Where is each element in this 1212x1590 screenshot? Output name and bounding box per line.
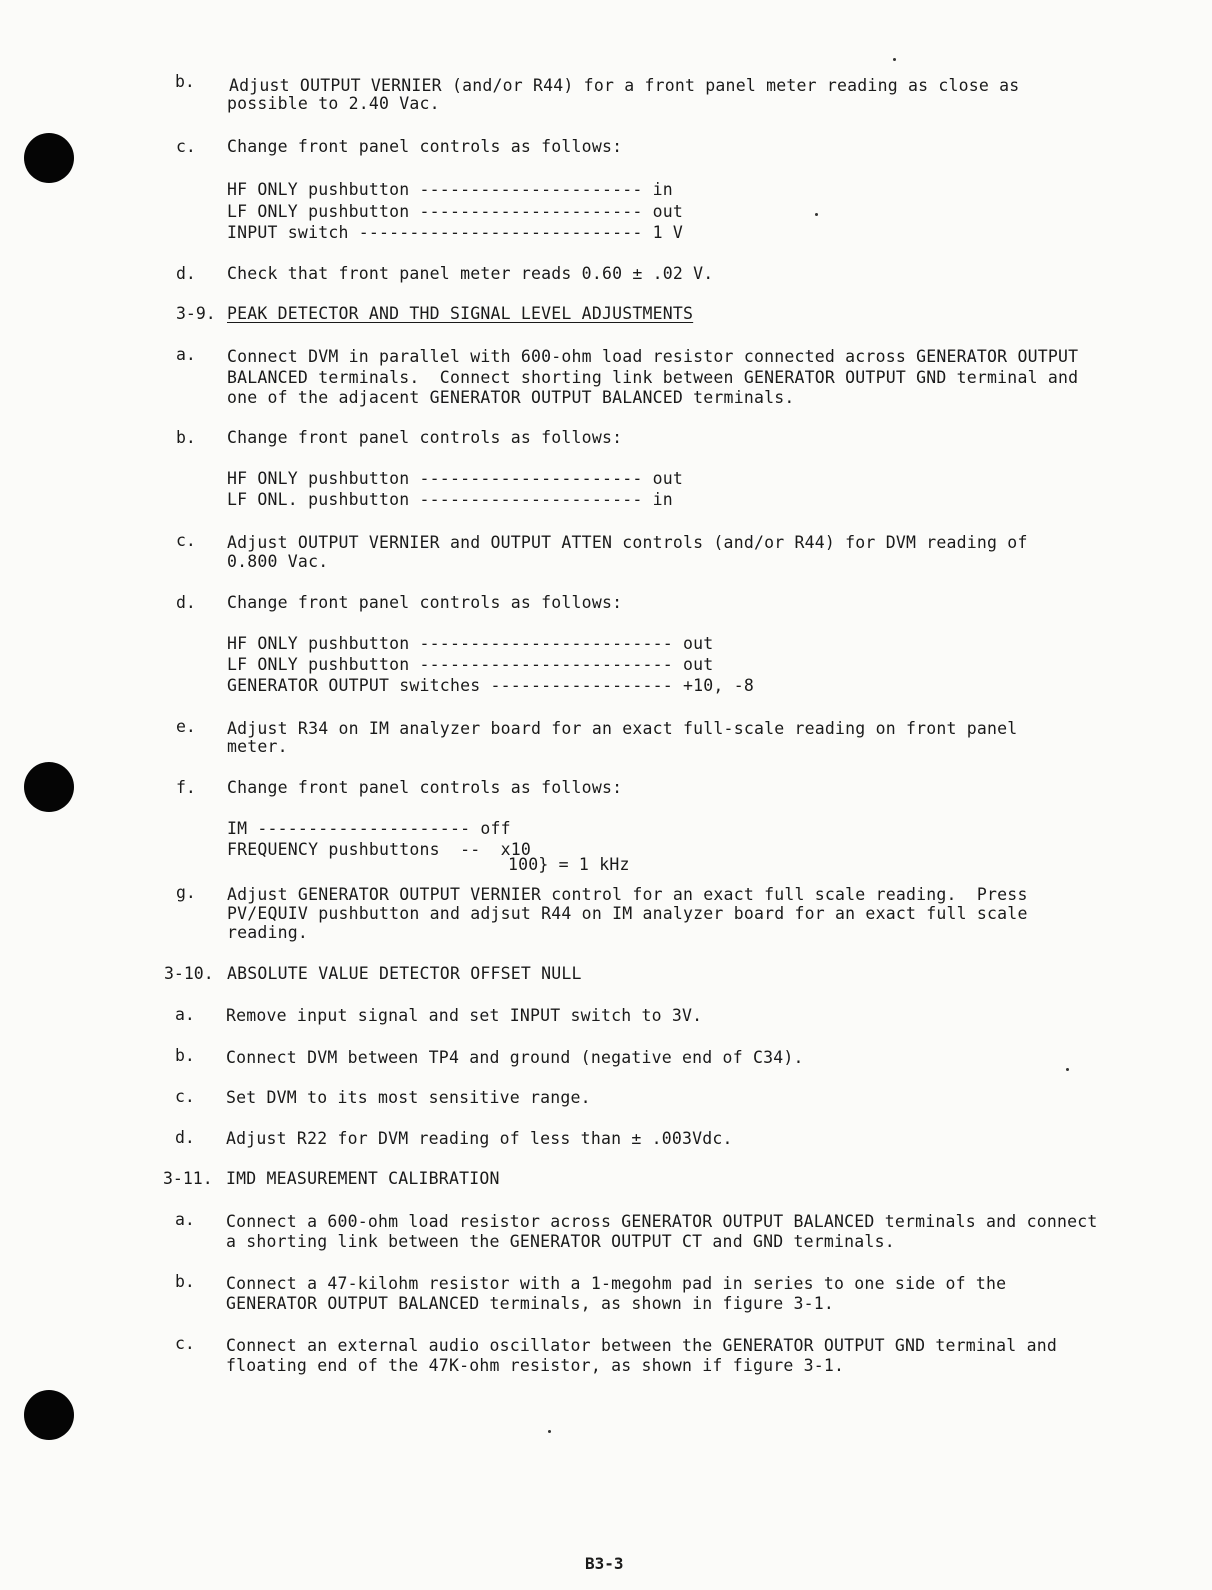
binder-hole — [24, 762, 74, 812]
control-setting-row: HF ONLY pushbutton ---------------------- in — [227, 180, 673, 199]
step-label: f. — [176, 778, 196, 797]
control-setting-row: IM --------------------- off — [227, 819, 511, 838]
page-number: B3-3 — [585, 1554, 624, 1573]
control-setting-row: HF ONLY pushbutton ---------------------- out — [227, 469, 684, 488]
step-text: BALANCED terminals. Connect shorting link between GENERATOR OUTPUT GND terminal and — [227, 368, 1079, 387]
step-text: Connect DVM in parallel with 600-ohm load resistor connected across GENERATOR OUTPUT — [227, 347, 1079, 366]
step-text: 0.800 Vac. — [227, 552, 329, 571]
step-text: Adjust R22 for DVM reading of less than ± .003Vdc. — [226, 1129, 733, 1148]
step-text: PV/EQUIV pushbutton and adjsut R44 on IM analyzer board for an exact full scale — [227, 904, 1028, 923]
step-text: Change front panel controls as follows: — [227, 137, 623, 156]
step-text: Adjust OUTPUT VERNIER and OUTPUT ATTEN controls (and/or R44) for DVM reading of — [227, 533, 1028, 552]
step-text: Connect a 47-kilohm resistor with a 1-megohm pad in series to one side of the — [226, 1274, 1007, 1293]
step-text: Change front panel controls as follows: — [227, 778, 623, 797]
step-text: Adjust GENERATOR OUTPUT VERNIER control for an exact full scale reading. Press — [227, 885, 1028, 904]
step-label: b. — [175, 72, 195, 91]
step-label: c. — [175, 1334, 195, 1353]
step-label: a. — [176, 345, 196, 364]
binder-hole — [24, 133, 74, 183]
step-label: d. — [176, 593, 196, 612]
step-label: c. — [176, 137, 196, 156]
step-text: Remove input signal and set INPUT switch to 3V. — [226, 1006, 703, 1025]
step-text: Change front panel controls as follows: — [227, 428, 623, 447]
control-setting-row: LF ONLY pushbutton ------------------------- out — [227, 655, 714, 674]
step-label: g. — [176, 883, 196, 902]
control-setting-row: GENERATOR OUTPUT switches ------------------ +10, -8 — [227, 676, 754, 695]
control-setting-row: FREQUENCY pushbuttons -- x10 — [227, 840, 532, 859]
step-text: GENERATOR OUTPUT BALANCED terminals, as shown in figure 3-1. — [226, 1294, 835, 1313]
step-text: a shorting link between the GENERATOR OUTPUT CT and GND terminals. — [226, 1232, 895, 1251]
step-label: c. — [176, 531, 196, 550]
step-text: Adjust R34 on IM analyzer board for an exact full-scale reading on front panel — [227, 719, 1018, 738]
step-text: Adjust OUTPUT VERNIER (and/or R44) for a front panel meter reading as close as — [229, 76, 1020, 95]
step-label: b. — [175, 1272, 195, 1291]
step-text: Connect a 600-ohm load resistor across GENERATOR OUTPUT BALANCED terminals and connect — [226, 1212, 1098, 1231]
step-label: a. — [175, 1005, 195, 1024]
step-text: possible to 2.40 Vac. — [227, 94, 440, 113]
scan-speck — [548, 1430, 551, 1433]
control-setting-row: LF ONL. pushbutton ---------------------- in — [227, 490, 673, 509]
step-text: floating end of the 47K-ohm resistor, as shown if figure 3-1. — [226, 1356, 845, 1375]
step-text: reading. — [227, 923, 309, 942]
step-label: a. — [175, 1210, 195, 1229]
control-setting-row: HF ONLY pushbutton ------------------------- out — [227, 634, 714, 653]
step-label: b. — [176, 428, 196, 447]
scan-speck — [1066, 1068, 1069, 1071]
step-label: d. — [175, 1128, 195, 1147]
binder-hole — [24, 1390, 74, 1440]
section-title: PEAK DETECTOR AND THD SIGNAL LEVEL ADJUSTMENTS — [227, 304, 694, 323]
section-number: 3-11. — [163, 1169, 213, 1188]
section-number: 3-9. — [176, 304, 216, 323]
control-setting-row: LF ONLY pushbutton ---------------------- out — [227, 202, 684, 221]
step-text: Connect an external audio oscillator between the GENERATOR OUTPUT GND terminal and — [226, 1336, 1057, 1355]
section-number: 3-10. — [164, 964, 214, 983]
section-title: IMD MEASUREMENT CALIBRATION — [226, 1169, 500, 1188]
step-text: Check that front panel meter reads 0.60 ± .02 V. — [227, 264, 714, 283]
step-text: one of the adjacent GENERATOR OUTPUT BALANCED terminals. — [227, 388, 795, 407]
step-label: e. — [176, 717, 196, 736]
step-label: d. — [176, 264, 196, 283]
scan-speck — [815, 213, 818, 216]
step-text: Change front panel controls as follows: — [227, 593, 623, 612]
control-setting-row: 100} = 1 kHz — [508, 855, 630, 874]
scan-speck — [893, 58, 896, 61]
step-label: c. — [175, 1087, 195, 1106]
step-text: meter. — [227, 737, 288, 756]
step-text: Set DVM to its most sensitive range. — [226, 1088, 591, 1107]
step-text: Connect DVM between TP4 and ground (negative end of C34). — [226, 1048, 804, 1067]
step-label: b. — [175, 1046, 195, 1065]
section-title: ABSOLUTE VALUE DETECTOR OFFSET NULL — [227, 964, 582, 983]
control-setting-row: INPUT switch ---------------------------- 1 V — [227, 223, 684, 242]
